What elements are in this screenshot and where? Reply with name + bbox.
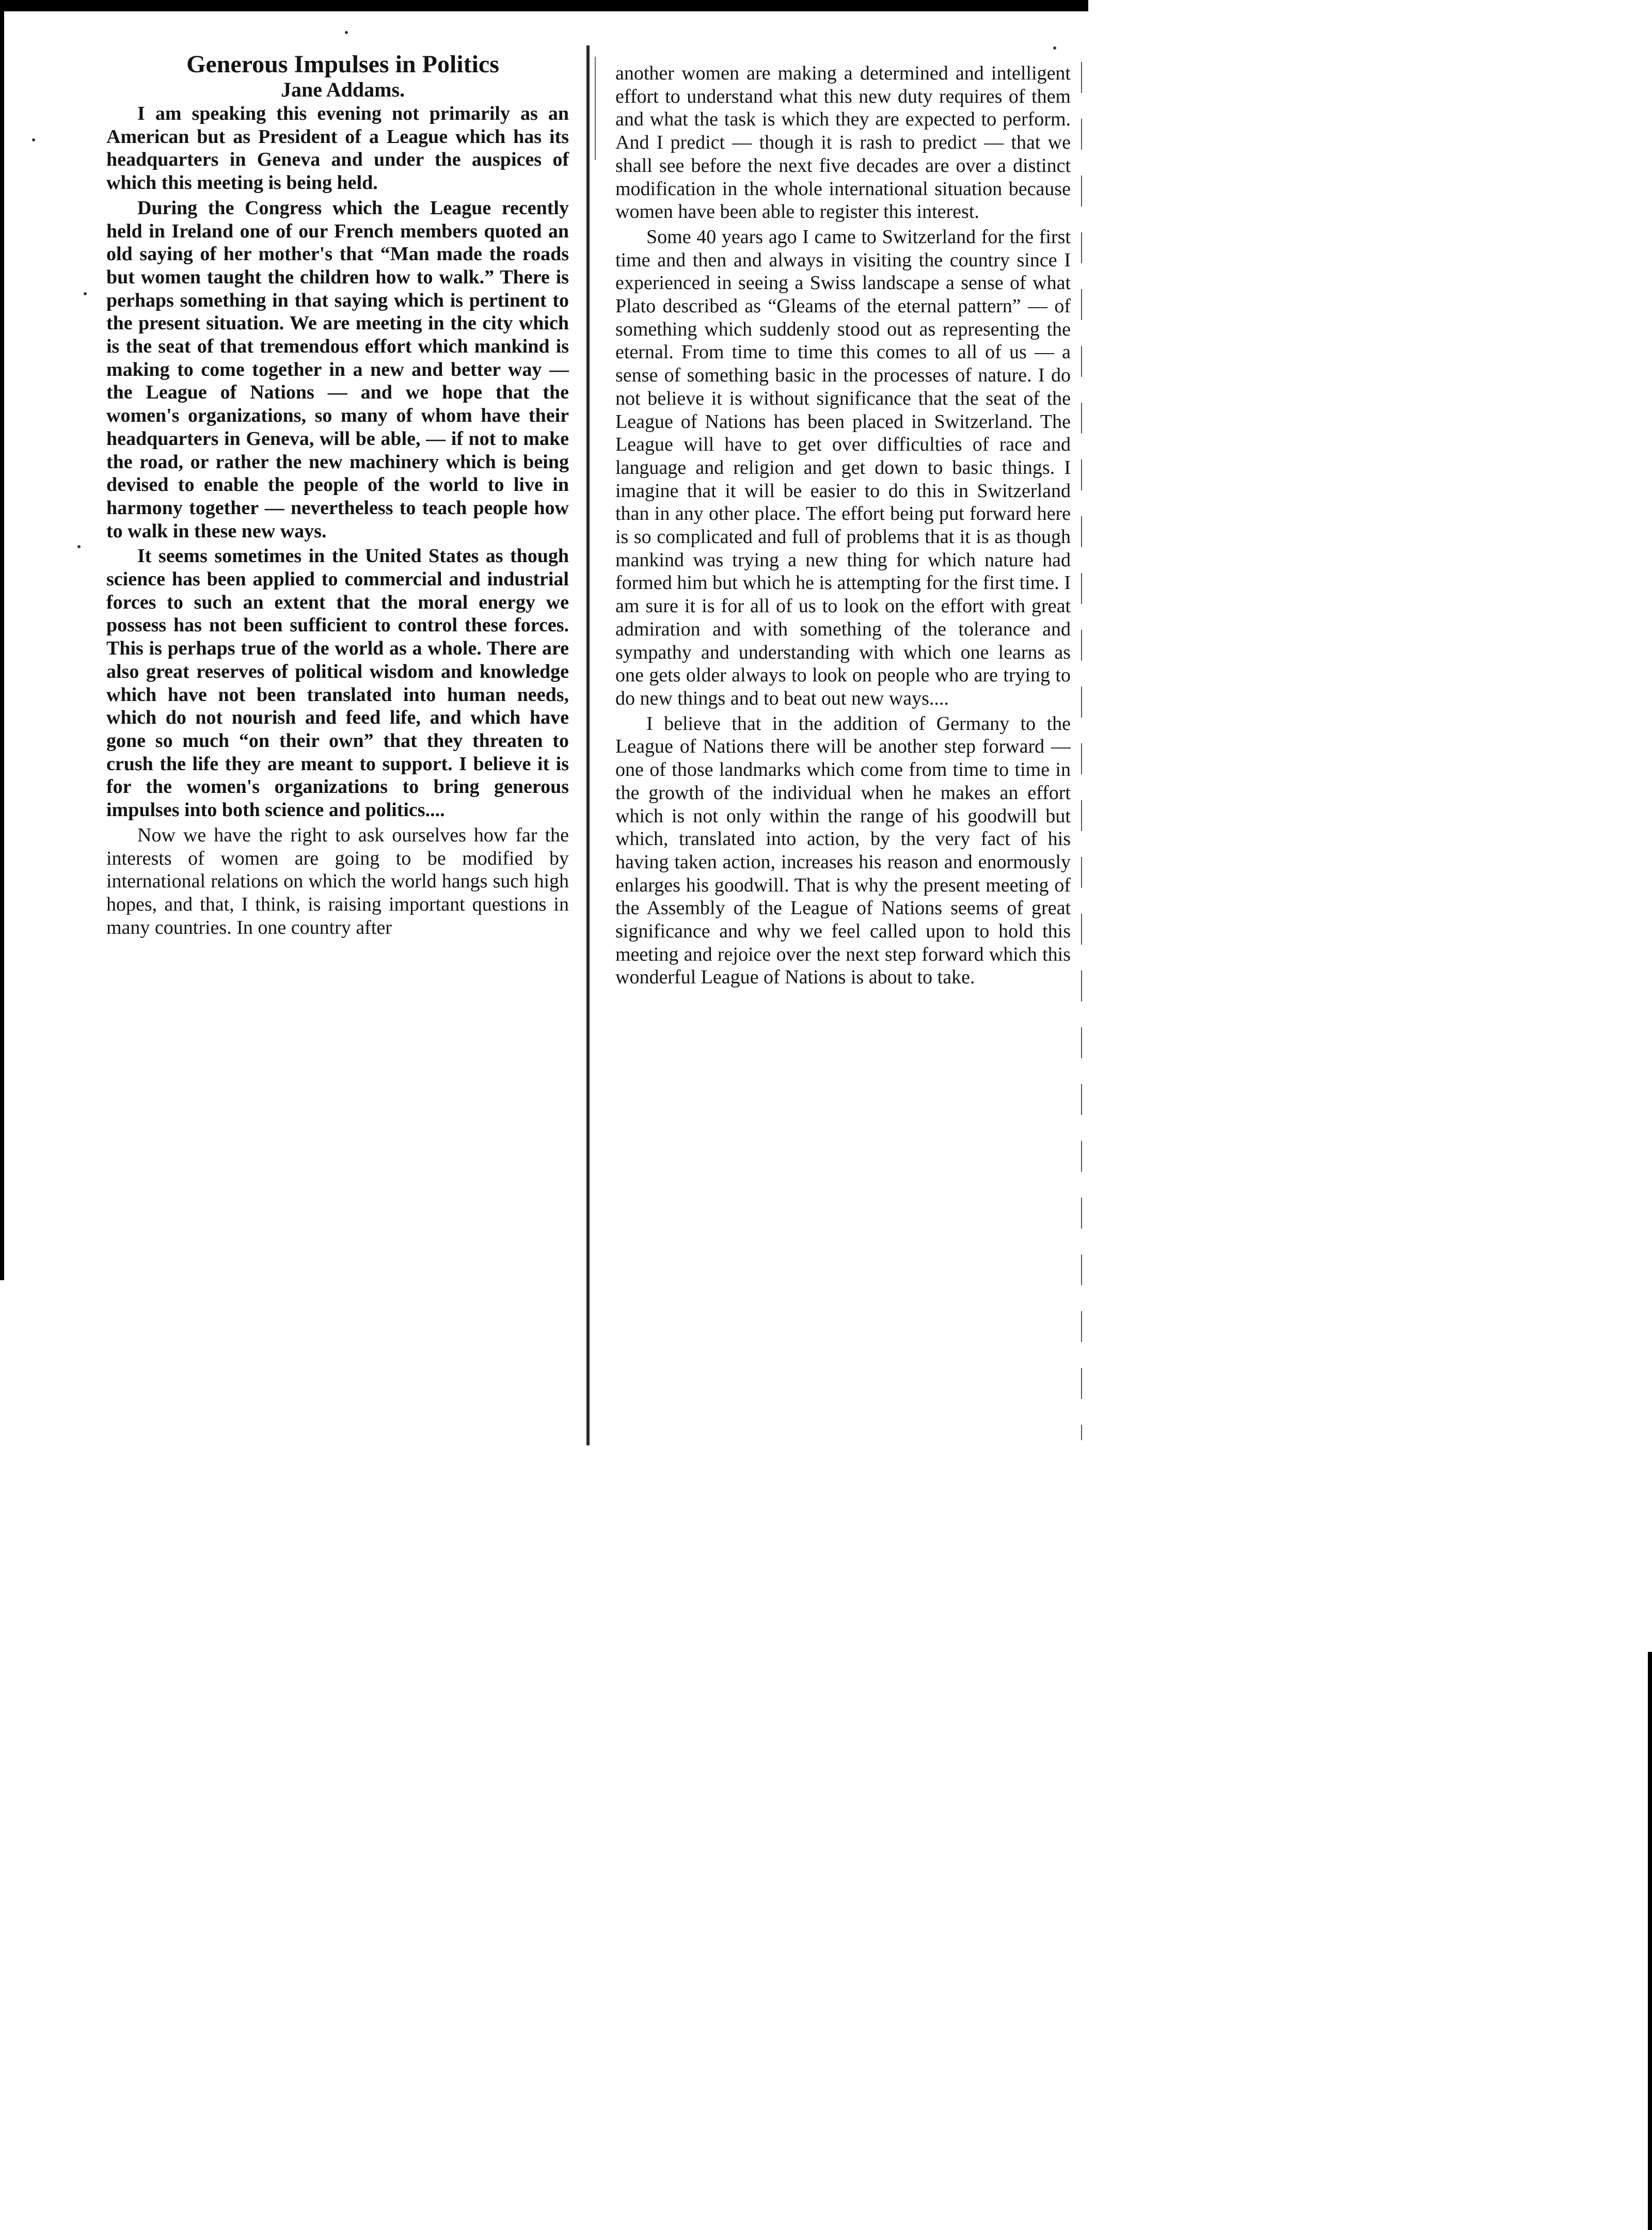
scan-speck (1053, 46, 1056, 50)
scan-left-edge (0, 0, 4, 1280)
article-byline: Jane Addams. (280, 78, 405, 101)
paragraph: I believe that in the addition of Germany to the League of Nations there will be another step forward — one of those landmarks which come from time to time in the growth of the individual when he makes an effort which is not only within the range of his goodwill but which, translated into action, by the very fact of his having taken action, increases his reason and enormously enlarges his goodwill. That is why the present meeting of the Assembly of the League of Nations seems of great significance and why we feel called upon to hold this meeting and rejoice over the next step forward which this wonderful League of Nations is about to take. (615, 712, 1071, 989)
scan-speck (32, 138, 35, 141)
scan-speck (84, 292, 87, 295)
article-right-column (615, 62, 1071, 989)
paragraph-continued: another women are making a determined and intelligent effort to understand what this new duty requires of them and what the task is which they are expected to perform. And I predict — though it is rash to predict — that we shall see before the next five decades are over a distinct modification in the whole international situation because women have been able to register this interest. (615, 62, 1071, 223)
scan-right-edge (1648, 1652, 1652, 2230)
right-column-rule (1081, 62, 1082, 1440)
paragraph: It seems sometimes in the United States as though science has been applied to commercial and industrial forces to such an extent that the moral energy we possess has not been sufficient to control these forces. This is perhaps true of the world as a whole. There are also great reserves of political wisdom and knowledge which have not been translated into human needs, which do not nourish and feed life, and which have gone so much “on their own” that they threaten to crush the life they are meant to support. I believe it is for the women's organizations to bring generous impulses into both science and politics.... (106, 545, 569, 821)
column-divider-secondary (595, 57, 596, 160)
paragraph: Some 40 years ago I came to Switzerland for the first time and then and always in visiting the country since I experienced in seeing a Swiss landscape a sense of what Plato described as “Gleams of the eternal pattern” — of something which suddenly stood out as representing the eternal. From time to time this comes to all of us — a sense of something basic in the processes of nature. I do not believe it is without significance that the seat of the League of Nations has been placed in Switzerland. The League will have to get over difficulties of race and language and religion and get down to basic things. I imagine that it will be easier to do this in Switzerland than in any other place. The effort being put forward here is so complicated and full of problems that it is as though mankind was trying a new thing for which nature had formed him but which he is attempting for the first time. I am sure it is for all of us to look on the effort with great admiration and with something of the tolerance and sympathy and understanding with which one learns as one gets older always to look on people who are trying to do new things and to beat out new ways.... (615, 226, 1071, 709)
article-left-column (106, 51, 569, 939)
paragraph: I am speaking this evening not primarily as an American but as President of a League which has its headquarters in Geneva and under the auspices of which this meeting is being held. (106, 103, 569, 194)
scan-speck (77, 545, 81, 548)
article-headline: Generous Impulses in Politics (186, 51, 499, 78)
paragraph: During the Congress which the League recently held in Ireland one of our French members quoted an old saying of her mother's that “Man made the roads but women taught the children how to walk.” There is perhaps something in that saying which is pertinent to the present situation. We are meeting in the city which is the seat of that tremendous effort which mankind is making to come together in a new and better way — the League of Nations — and we hope that the women's organizations, so many of whom have their headquarters in Geneva, will be able, — if not to make the road, or rather the new machinery which is being devised to enable the people of the world to live in harmony together — nevertheless to teach people how to walk in these new ways. (106, 197, 569, 542)
scan-top-border (0, 0, 1088, 11)
column-divider (586, 45, 590, 1445)
paragraph: Now we have the right to ask ourselves how far the interests of women are going to be modified by international relations on which the world hangs such high hopes, and that, I think, is raising important questions in many countries. In one country after (106, 824, 569, 938)
scan-speck (345, 31, 348, 34)
